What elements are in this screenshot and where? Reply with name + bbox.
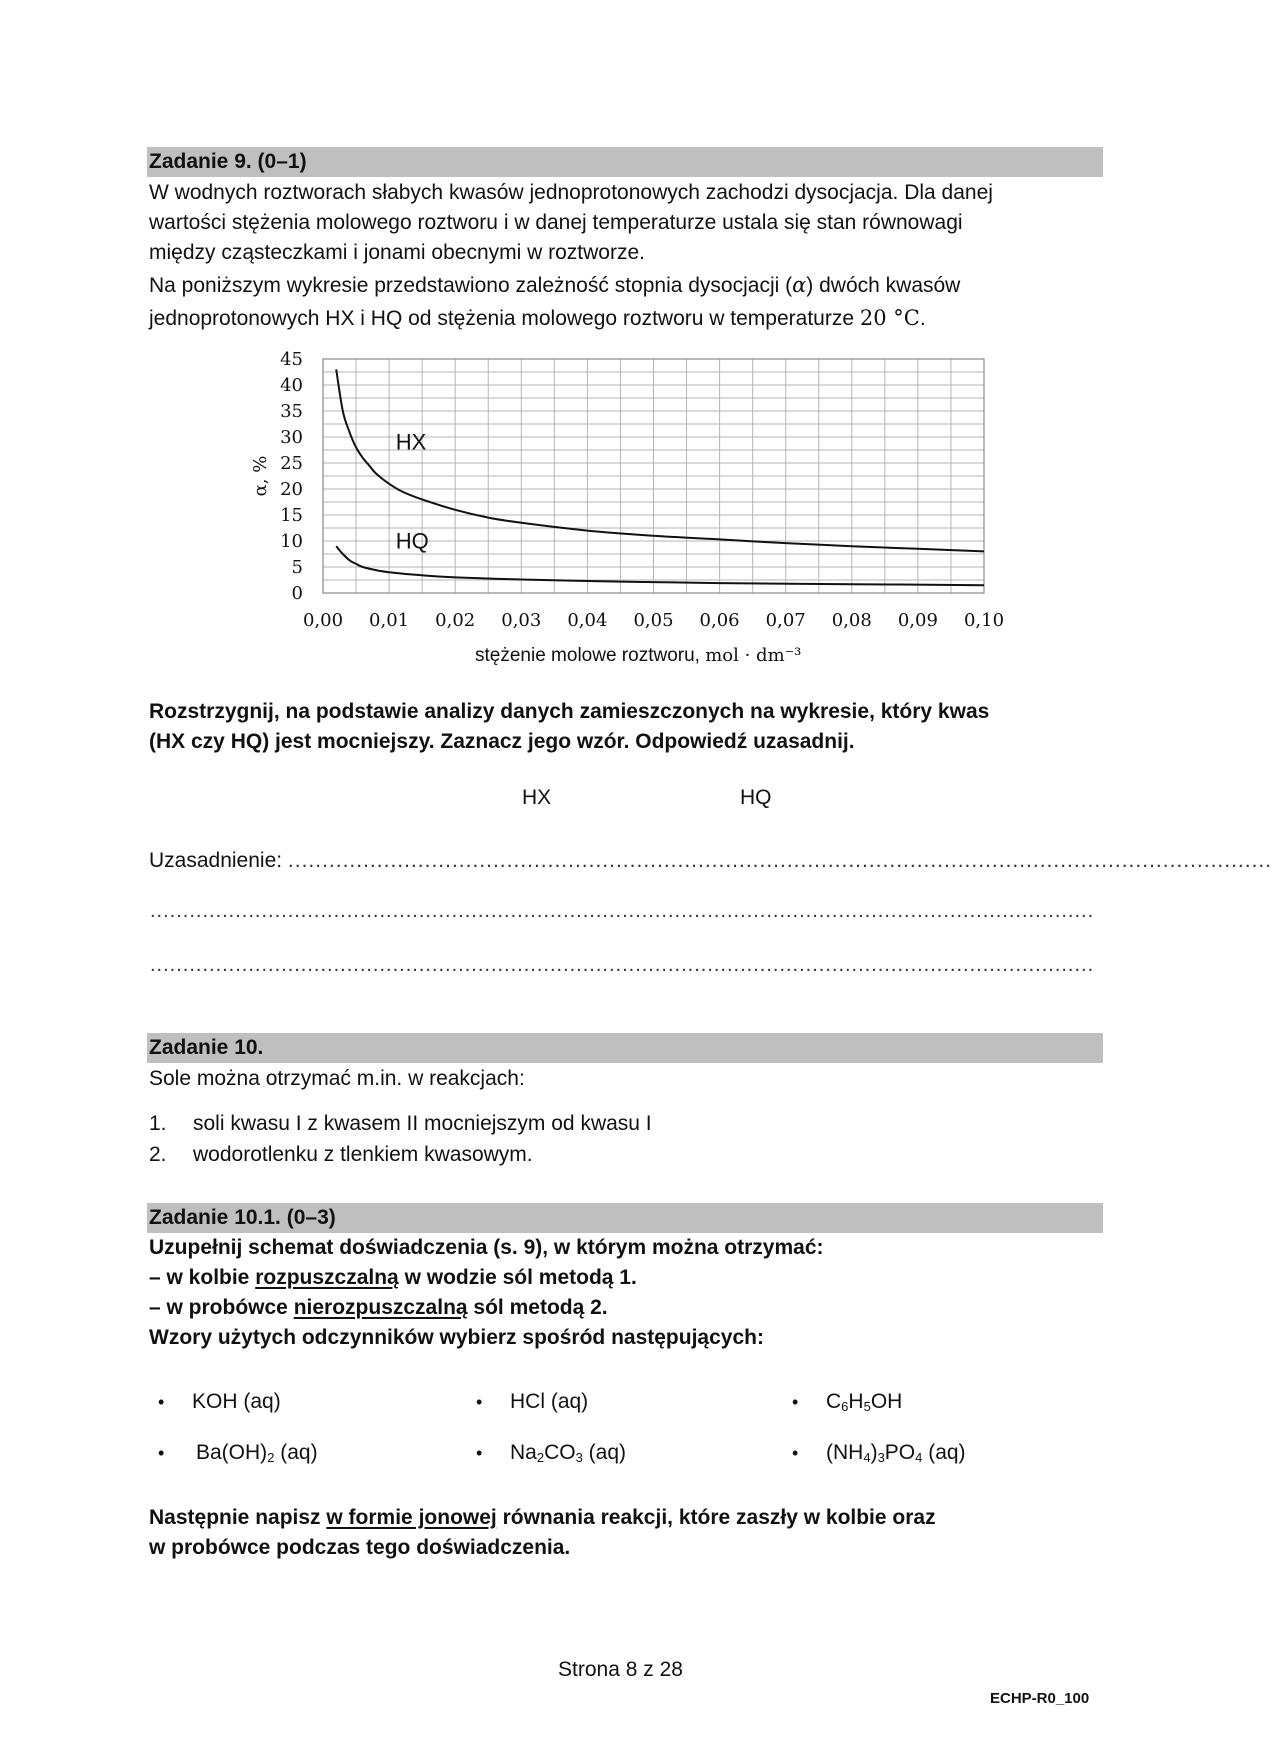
- task9-header: Zadanie 9. (0–1): [147, 147, 1103, 177]
- reagent-baoh2: [158, 1438, 318, 1468]
- series-label-hx: HX: [395, 429, 427, 455]
- task10-1-line-4: Wzory użytych odczynników wybierz spośród następujących:: [149, 1326, 764, 1349]
- series-label-hq: HQ: [395, 528, 429, 554]
- bullet: •: [792, 1392, 799, 1412]
- y-axis-label: α, %: [250, 455, 271, 497]
- task10-1-line-1: Uzupełnij schemat doświadczenia (s. 9), w którym można otrzymać:: [149, 1236, 824, 1259]
- reagent-phenol: [792, 1387, 902, 1417]
- chart-grid: [323, 359, 984, 593]
- choice-hq[interactable]: HQ: [740, 786, 772, 809]
- x-tick-label: 0,07: [765, 610, 806, 631]
- reagent-koh-formula: KOH (aq): [192, 1390, 281, 1413]
- task10-item-1-text: soli kwasu I z kwasem II mocniejszym od kwasu I: [193, 1112, 652, 1135]
- soluble-emphasis: rozpuszczalną: [255, 1266, 399, 1289]
- task10-item-1-number: 1.: [149, 1112, 167, 1135]
- justification-dots-1: ................................................................................................................................................: [287, 849, 1272, 872]
- task9-intro-line-1: W wodnych roztworach słabych kwasów jednoprotonowych zachodzi dysocjacja. Dla danej: [149, 181, 993, 204]
- x-axis-unit: mol · dm⁻³: [705, 645, 802, 666]
- choice-hx[interactable]: HX: [522, 786, 552, 809]
- task10-1-final-line-1: [149, 1503, 936, 1533]
- y-tick-label: 10: [280, 531, 303, 552]
- justification-dots-2[interactable]: ................................................................................................................................................: [150, 900, 1095, 922]
- bullet: •: [476, 1392, 483, 1412]
- reagent-na2co3: [476, 1438, 626, 1468]
- reagent-hcl-formula: HCl (aq): [510, 1390, 589, 1413]
- x-tick-label: 0,02: [435, 610, 476, 631]
- document-code: ECHP-R0_100: [990, 1690, 1090, 1707]
- chart-x-axis-label: [475, 645, 801, 667]
- line2-part-a: – w kolbie: [149, 1266, 256, 1289]
- x-tick-label: 0,01: [369, 610, 410, 631]
- task10-1-header: Zadanie 10.1. (0–3): [147, 1203, 1103, 1233]
- task10-1-final-line-2: w probówce podczas tego doświadczenia.: [149, 1536, 571, 1559]
- ionic-form-emphasis: w formie jonowej: [326, 1506, 497, 1529]
- task10-1-line-2: [149, 1263, 637, 1293]
- y-tick-label: 20: [280, 479, 303, 500]
- justification-label: Uzasadnienie:: [149, 849, 288, 872]
- temperature-value: 20 °C: [859, 306, 920, 330]
- reagent-phenol-formula: $C_6H_5OH$: [826, 1390, 903, 1414]
- line3-part-b: sól metodą 2.: [467, 1296, 608, 1319]
- y-tick-label: 45: [280, 349, 303, 370]
- bullet: •: [792, 1443, 799, 1463]
- final-part-a: Następnie napisz: [149, 1506, 327, 1529]
- line4-part-b: ) dwóch kwasów: [806, 274, 961, 297]
- reagent-nh43po4: [792, 1438, 966, 1468]
- task9-intro-line-3: między cząsteczkami i jonami obecnymi w roztworze.: [149, 241, 645, 264]
- x-tick-label: 0,04: [567, 610, 608, 631]
- series-line-hx: [336, 369, 984, 554]
- justification-line-1[interactable]: [149, 846, 1272, 876]
- justification-dots-3[interactable]: ................................................................................................................................................: [150, 954, 1095, 976]
- y-tick-label: 15: [280, 505, 303, 526]
- task9-instruction-line-2: (HX czy HQ) jest mocniejszy. Zaznacz jego wzór. Odpowiedź uzasadnij.: [149, 730, 855, 753]
- y-tick-label: 30: [280, 427, 303, 448]
- y-tick-label: 5: [291, 557, 303, 578]
- x-tick-label: 0,10: [963, 610, 1005, 631]
- task10-item-2-text: wodorotlenku z tlenkiem kwasowym.: [193, 1143, 533, 1166]
- x-tick-label: 0,03: [501, 610, 542, 631]
- series-line-hq: [336, 546, 984, 585]
- line3-part-a: – w probówce: [149, 1296, 294, 1319]
- x-tick-label: 0,06: [699, 610, 740, 631]
- task9-instruction-line-1: Rozstrzygnij, na podstawie analizy danych zamieszczonych na wykresie, który kwas: [149, 700, 990, 723]
- y-tick-label: 0: [291, 583, 303, 604]
- reagent-nh43po4-formula: $(NH_4)_3PO_4$ (aq): [826, 1441, 966, 1465]
- task10-header: Zadanie 10.: [147, 1033, 1103, 1063]
- page-number: Strona 8 z 28: [558, 1658, 683, 1681]
- x-tick-label: 0,05: [633, 610, 674, 631]
- task9-intro-line-2: wartości stężenia molowego roztworu i w danej temperaturze ustala się stan równowagi: [149, 211, 963, 234]
- x-tick-label: 0,00: [302, 610, 344, 631]
- bullet: •: [158, 1443, 165, 1463]
- line4-part-a: Na poniższym wykresie przedstawiono zależność stopnia dysocjacji (: [149, 274, 793, 297]
- alpha-symbol: α: [792, 273, 807, 297]
- reagent-baoh2-formula: $Ba(OH)_2$ (aq): [196, 1441, 318, 1465]
- bullet: •: [476, 1443, 483, 1463]
- reagent-hcl: [476, 1387, 588, 1417]
- reagent-koh: [158, 1387, 281, 1417]
- x-tick-label: 0,08: [831, 610, 872, 631]
- dissociation-chart: [0, 0, 1241, 700]
- line5-part-a: jednoprotonowych HX i HQ od stężenia molowego roztworu w temperaturze: [149, 307, 860, 330]
- line5-part-b: .: [919, 307, 926, 330]
- task10-1-line-3: [149, 1293, 608, 1323]
- bullet: •: [158, 1392, 165, 1412]
- reagent-na2co3-formula: $Na_2CO_3$ (aq): [510, 1441, 627, 1465]
- task10-item-2-number: 2.: [149, 1143, 167, 1166]
- y-tick-label: 40: [280, 375, 303, 396]
- task10-intro: Sole można otrzymać m.in. w reakcjach:: [149, 1067, 525, 1090]
- chart-lines: [336, 369, 984, 585]
- insoluble-emphasis: nierozpuszczalną: [293, 1296, 468, 1319]
- x-tick-label: 0,09: [897, 610, 938, 631]
- final-part-b: równania reakcji, które zaszły w kolbie oraz: [496, 1506, 936, 1529]
- y-tick-label: 25: [280, 453, 303, 474]
- line2-part-b: w wodzie sól metodą 1.: [398, 1266, 637, 1289]
- x-axis-label-text: stężenie molowe roztworu,: [475, 645, 706, 666]
- y-tick-label: 35: [280, 401, 303, 422]
